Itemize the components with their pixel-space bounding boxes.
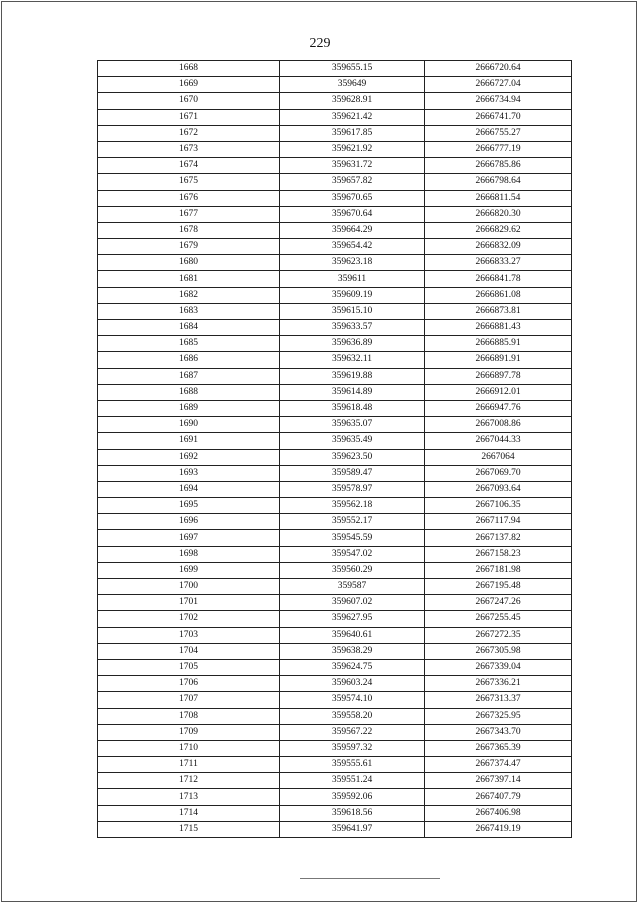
table-row (98, 465, 572, 481)
table-row (98, 303, 572, 319)
table-row (98, 93, 572, 109)
table-row (98, 433, 572, 449)
x-coordinate-cell: 359619.88 (280, 368, 425, 384)
point-number-cell: 1710 (98, 740, 280, 756)
table-row (98, 659, 572, 675)
x-coordinate-cell: 359558.20 (280, 708, 425, 724)
point-number-cell: 1714 (98, 805, 280, 821)
x-coordinate-cell: 359574.10 (280, 692, 425, 708)
y-coordinate-cell: 2667093.64 (425, 481, 572, 497)
x-coordinate-cell: 359597.32 (280, 740, 425, 756)
point-number-cell: 1704 (98, 643, 280, 659)
table-row (98, 724, 572, 740)
x-coordinate-cell: 359628.91 (280, 93, 425, 109)
x-coordinate-cell: 359621.42 (280, 109, 425, 125)
table-row (98, 384, 572, 400)
x-coordinate-cell: 359638.29 (280, 643, 425, 659)
point-number-cell: 1679 (98, 239, 280, 255)
x-coordinate-cell: 359611 (280, 271, 425, 287)
x-coordinate-cell: 359603.24 (280, 676, 425, 692)
y-coordinate-cell: 2666947.76 (425, 400, 572, 416)
point-number-cell: 1705 (98, 659, 280, 675)
point-number-cell: 1699 (98, 562, 280, 578)
table-row (98, 417, 572, 433)
table-row (98, 255, 572, 271)
y-coordinate-cell: 2667137.82 (425, 530, 572, 546)
point-number-cell: 1688 (98, 384, 280, 400)
table-row (98, 692, 572, 708)
point-number-cell: 1680 (98, 255, 280, 271)
y-coordinate-cell: 2667181.98 (425, 562, 572, 578)
y-coordinate-cell: 2667247.26 (425, 595, 572, 611)
table-row (98, 222, 572, 238)
point-number-cell: 1678 (98, 222, 280, 238)
point-number-cell: 1703 (98, 627, 280, 643)
y-coordinate-cell: 2666881.43 (425, 320, 572, 336)
table-row (98, 336, 572, 352)
x-coordinate-cell: 359623.18 (280, 255, 425, 271)
y-coordinate-cell: 2666841.78 (425, 271, 572, 287)
point-number-cell: 1671 (98, 109, 280, 125)
point-number-cell: 1672 (98, 125, 280, 141)
table-row (98, 627, 572, 643)
y-coordinate-cell: 2666811.54 (425, 190, 572, 206)
page-number: 229 (309, 36, 331, 51)
table-row (98, 562, 572, 578)
y-coordinate-cell: 2666912.01 (425, 384, 572, 400)
point-number-cell: 1697 (98, 530, 280, 546)
point-number-cell: 1677 (98, 206, 280, 222)
coordinates-table (97, 60, 572, 838)
table-row (98, 352, 572, 368)
table-row (98, 287, 572, 303)
y-coordinate-cell: 2666873.81 (425, 303, 572, 319)
point-number-cell: 1689 (98, 400, 280, 416)
table-row (98, 174, 572, 190)
point-number-cell: 1700 (98, 579, 280, 595)
y-coordinate-cell: 2666820.30 (425, 206, 572, 222)
point-number-cell: 1692 (98, 449, 280, 465)
x-coordinate-cell: 359560.29 (280, 562, 425, 578)
point-number-cell: 1675 (98, 174, 280, 190)
table-row (98, 740, 572, 756)
point-number-cell: 1681 (98, 271, 280, 287)
y-coordinate-cell: 2667255.45 (425, 611, 572, 627)
y-coordinate-cell: 2667339.04 (425, 659, 572, 675)
x-coordinate-cell: 359578.97 (280, 481, 425, 497)
x-coordinate-cell: 359621.92 (280, 141, 425, 157)
table-row (98, 595, 572, 611)
y-coordinate-cell: 2666897.78 (425, 368, 572, 384)
point-number-cell: 1691 (98, 433, 280, 449)
x-coordinate-cell: 359641.97 (280, 821, 425, 837)
y-coordinate-cell: 2666785.86 (425, 158, 572, 174)
x-coordinate-cell: 359632.11 (280, 352, 425, 368)
y-coordinate-cell: 2667064 (425, 449, 572, 465)
x-coordinate-cell: 359617.85 (280, 125, 425, 141)
x-coordinate-cell: 359592.06 (280, 789, 425, 805)
table-row (98, 190, 572, 206)
x-coordinate-cell: 359635.07 (280, 417, 425, 433)
table-row (98, 821, 572, 837)
point-number-cell: 1713 (98, 789, 280, 805)
table-row (98, 481, 572, 497)
point-number-cell: 1670 (98, 93, 280, 109)
x-coordinate-cell: 359670.65 (280, 190, 425, 206)
y-coordinate-cell: 2667106.35 (425, 498, 572, 514)
point-number-cell: 1712 (98, 773, 280, 789)
y-coordinate-cell: 2666741.70 (425, 109, 572, 125)
x-coordinate-cell: 359640.61 (280, 627, 425, 643)
y-coordinate-cell: 2667195.48 (425, 579, 572, 595)
table-row (98, 125, 572, 141)
table-row (98, 400, 572, 416)
y-coordinate-cell: 2667397.14 (425, 773, 572, 789)
table-row (98, 546, 572, 562)
x-coordinate-cell: 359623.50 (280, 449, 425, 465)
table-row (98, 708, 572, 724)
x-coordinate-cell: 359627.95 (280, 611, 425, 627)
y-coordinate-cell: 2667365.39 (425, 740, 572, 756)
x-coordinate-cell: 359649 (280, 77, 425, 93)
table-row (98, 611, 572, 627)
table-row (98, 773, 572, 789)
table-row (98, 368, 572, 384)
x-coordinate-cell: 359657.82 (280, 174, 425, 190)
x-coordinate-cell: 359624.75 (280, 659, 425, 675)
x-coordinate-cell: 359545.59 (280, 530, 425, 546)
x-coordinate-cell: 359607.02 (280, 595, 425, 611)
x-coordinate-cell: 359655.15 (280, 61, 425, 77)
point-number-cell: 1709 (98, 724, 280, 740)
table-row (98, 158, 572, 174)
y-coordinate-cell: 2667008.86 (425, 417, 572, 433)
y-coordinate-cell: 2666891.91 (425, 352, 572, 368)
y-coordinate-cell: 2667158.23 (425, 546, 572, 562)
y-coordinate-cell: 2667117.94 (425, 514, 572, 530)
y-coordinate-cell: 2667407.79 (425, 789, 572, 805)
y-coordinate-cell: 2666861.08 (425, 287, 572, 303)
table-row (98, 514, 572, 530)
point-number-cell: 1676 (98, 190, 280, 206)
point-number-cell: 1674 (98, 158, 280, 174)
x-coordinate-cell: 359567.22 (280, 724, 425, 740)
point-number-cell: 1702 (98, 611, 280, 627)
table-row (98, 676, 572, 692)
x-coordinate-cell: 359589.47 (280, 465, 425, 481)
y-coordinate-cell: 2666885.91 (425, 336, 572, 352)
y-coordinate-cell: 2667313.37 (425, 692, 572, 708)
x-coordinate-cell: 359635.49 (280, 433, 425, 449)
point-number-cell: 1668 (98, 61, 280, 77)
table-row (98, 239, 572, 255)
table-row (98, 805, 572, 821)
x-coordinate-cell: 359562.18 (280, 498, 425, 514)
table-row (98, 141, 572, 157)
table-row (98, 271, 572, 287)
point-number-cell: 1708 (98, 708, 280, 724)
y-coordinate-cell: 2666777.19 (425, 141, 572, 157)
x-coordinate-cell: 359654.42 (280, 239, 425, 255)
point-number-cell: 1715 (98, 821, 280, 837)
y-coordinate-cell: 2667419.19 (425, 821, 572, 837)
y-coordinate-cell: 2667069.70 (425, 465, 572, 481)
point-number-cell: 1711 (98, 757, 280, 773)
x-coordinate-cell: 359618.48 (280, 400, 425, 416)
point-number-cell: 1673 (98, 141, 280, 157)
table-row (98, 206, 572, 222)
y-coordinate-cell: 2666720.64 (425, 61, 572, 77)
x-coordinate-cell: 359631.72 (280, 158, 425, 174)
y-coordinate-cell: 2666832.09 (425, 239, 572, 255)
y-coordinate-cell: 2666755.27 (425, 125, 572, 141)
point-number-cell: 1669 (98, 77, 280, 93)
point-number-cell: 1682 (98, 287, 280, 303)
x-coordinate-cell: 359555.61 (280, 757, 425, 773)
point-number-cell: 1690 (98, 417, 280, 433)
point-number-cell: 1696 (98, 514, 280, 530)
point-number-cell: 1686 (98, 352, 280, 368)
x-coordinate-cell: 359551.24 (280, 773, 425, 789)
y-coordinate-cell: 2666727.04 (425, 77, 572, 93)
point-number-cell: 1695 (98, 498, 280, 514)
x-coordinate-cell: 359614.89 (280, 384, 425, 400)
coordinates-table-body (98, 61, 572, 838)
y-coordinate-cell: 2667406.98 (425, 805, 572, 821)
y-coordinate-cell: 2666829.62 (425, 222, 572, 238)
table-row (98, 449, 572, 465)
y-coordinate-cell: 2667336.21 (425, 676, 572, 692)
y-coordinate-cell: 2667325.95 (425, 708, 572, 724)
bottom-divider (300, 878, 440, 879)
x-coordinate-cell: 359636.89 (280, 336, 425, 352)
y-coordinate-cell: 2666833.27 (425, 255, 572, 271)
table-row (98, 530, 572, 546)
point-number-cell: 1698 (98, 546, 280, 562)
point-number-cell: 1706 (98, 676, 280, 692)
x-coordinate-cell: 359609.19 (280, 287, 425, 303)
x-coordinate-cell: 359547.02 (280, 546, 425, 562)
y-coordinate-cell: 2667044.33 (425, 433, 572, 449)
y-coordinate-cell: 2667305.98 (425, 643, 572, 659)
y-coordinate-cell: 2667343.70 (425, 724, 572, 740)
y-coordinate-cell: 2667272.35 (425, 627, 572, 643)
table-row (98, 320, 572, 336)
table-row (98, 643, 572, 659)
y-coordinate-cell: 2666798.64 (425, 174, 572, 190)
x-coordinate-cell: 359633.57 (280, 320, 425, 336)
table-row (98, 757, 572, 773)
x-coordinate-cell: 359664.29 (280, 222, 425, 238)
x-coordinate-cell: 359552.17 (280, 514, 425, 530)
table-row (98, 109, 572, 125)
table-row (98, 579, 572, 595)
x-coordinate-cell: 359587 (280, 579, 425, 595)
y-coordinate-cell: 2666734.94 (425, 93, 572, 109)
x-coordinate-cell: 359670.64 (280, 206, 425, 222)
table-row (98, 61, 572, 77)
point-number-cell: 1687 (98, 368, 280, 384)
point-number-cell: 1693 (98, 465, 280, 481)
y-coordinate-cell: 2667374.47 (425, 757, 572, 773)
x-coordinate-cell: 359615.10 (280, 303, 425, 319)
point-number-cell: 1683 (98, 303, 280, 319)
table-row (98, 498, 572, 514)
point-number-cell: 1685 (98, 336, 280, 352)
point-number-cell: 1694 (98, 481, 280, 497)
point-number-cell: 1707 (98, 692, 280, 708)
x-coordinate-cell: 359618.56 (280, 805, 425, 821)
table-row (98, 789, 572, 805)
point-number-cell: 1684 (98, 320, 280, 336)
table-row (98, 77, 572, 93)
point-number-cell: 1701 (98, 595, 280, 611)
